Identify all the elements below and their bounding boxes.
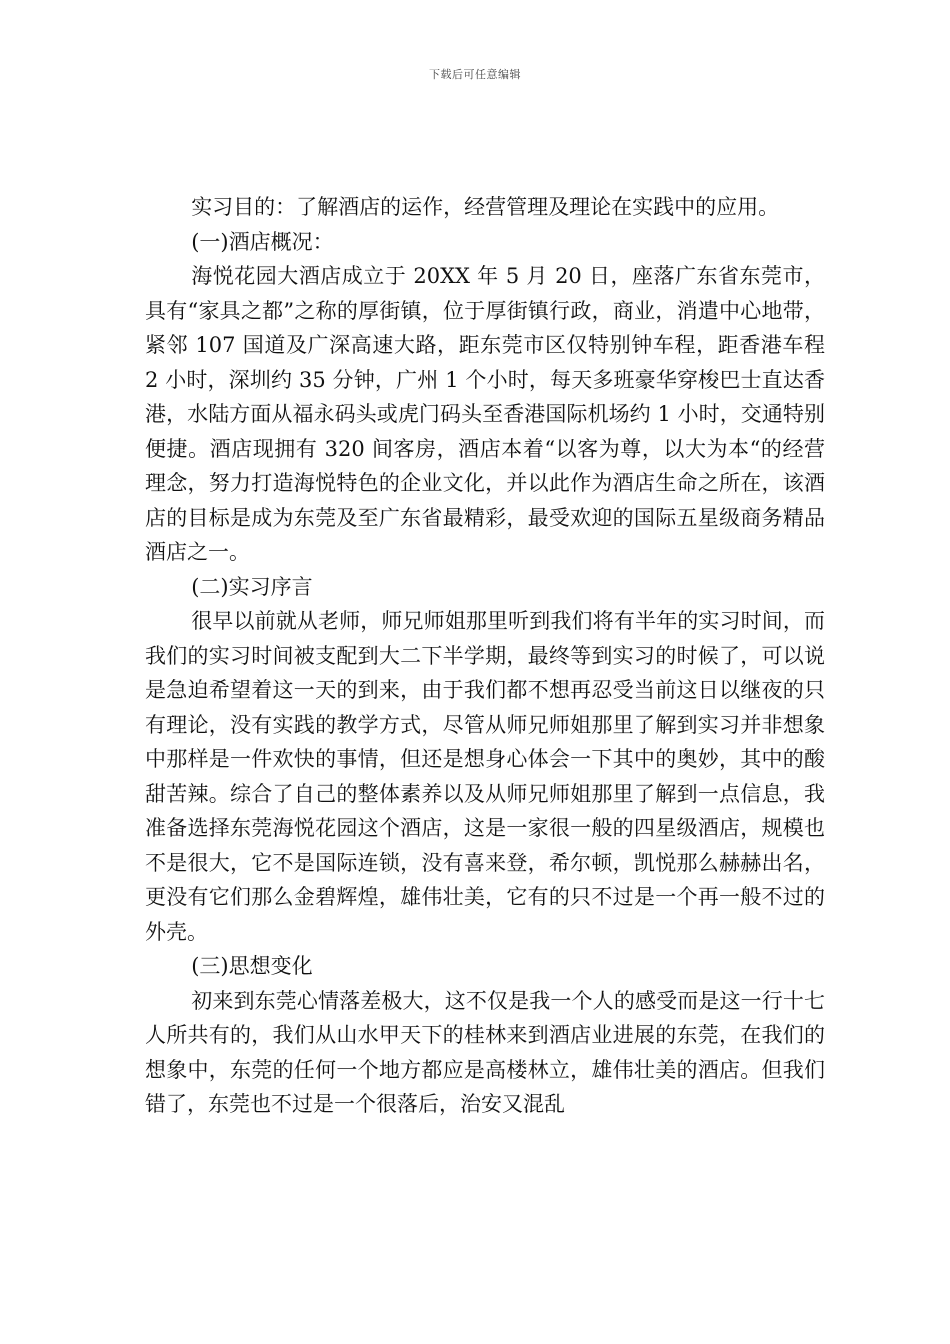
section-heading-preface: (二)实习序言 <box>191 574 313 599</box>
overview-paragraph: 海悦花园大酒店成立于 20XX 年 5 月 20 日，座落广东省东莞市，具有“家具之都”之称的厚街镇，位于厚街镇行政，商业，消遣中心地带，紧邻 107 国道及广深高速大路，距东莞市区仅特别钟车程，距香港车程 2 小时，深圳约 35 分钟，广州 1 个小时，每天多班豪华穿梭巴士直达香港，水陆方面从福永码头或虎门码头至香港国际机场约 1 小时，交通特别便捷。酒店现拥有 320 间客房，酒店本着“以客为尊，以大为本“的经营理念，努力打造海悦特色的企业文化，并以此作为酒店生命之所在，该酒店的目标是成为东莞及至广东省最精彩，最受欢迎的国际五星级商务精品酒店之一。 <box>145 264 825 564</box>
page-header: 下载后可任意编辑 <box>429 68 521 81</box>
preface-paragraph: 很早以前就从老师，师兄师姐那里听到我们将有半年的实习时间，而我们的实习时间被支配到大二下半学期，最终等到实习的时候了，可以说是急迫希望着这一天的到来，由于我们都不想再忍受当前这日以继夜的只有理论，没有实践的教学方式，尽管从师兄师姐那里了解到实习并非想象中那样是一件欢快的事情，但还是想身心体会一下其中的奥妙，其中的酸甜苦辣。综合了自己的整体素养以及从师兄师姐那里了解到一点信息，我准备选择东莞海悦花园这个酒店，这是一家很一般的四星级酒店，规模也不是很大，它不是国际连锁，没有喜来登，希尔顿，凯悦那么赫赫出名，更没有它们那么金碧辉煌，雄伟壮美，它有的只不过是一个再一般不过的外壳。 <box>145 609 825 944</box>
section-heading-overview: (一)酒店概况： <box>191 229 334 254</box>
thoughts-paragraph: 初来到东莞心情落差极大，这不仅是我一个人的感受而是这一行十七人所共有的，我们从山水甲天下的桂林来到酒店业进展的东莞，在我们的想象中，东莞的任何一个地方都应是高楼林立，雄伟壮美的酒店。但我们错了，东莞也不过是一个很落后，治安又混乱 <box>145 988 825 1116</box>
section-heading-thoughts: (三)思想变化 <box>191 954 313 978</box>
document-body <box>145 190 825 1122</box>
purpose-paragraph: 实习目的：了解酒店的运作，经营管理及理论在实践中的应用。 <box>191 195 780 219</box>
